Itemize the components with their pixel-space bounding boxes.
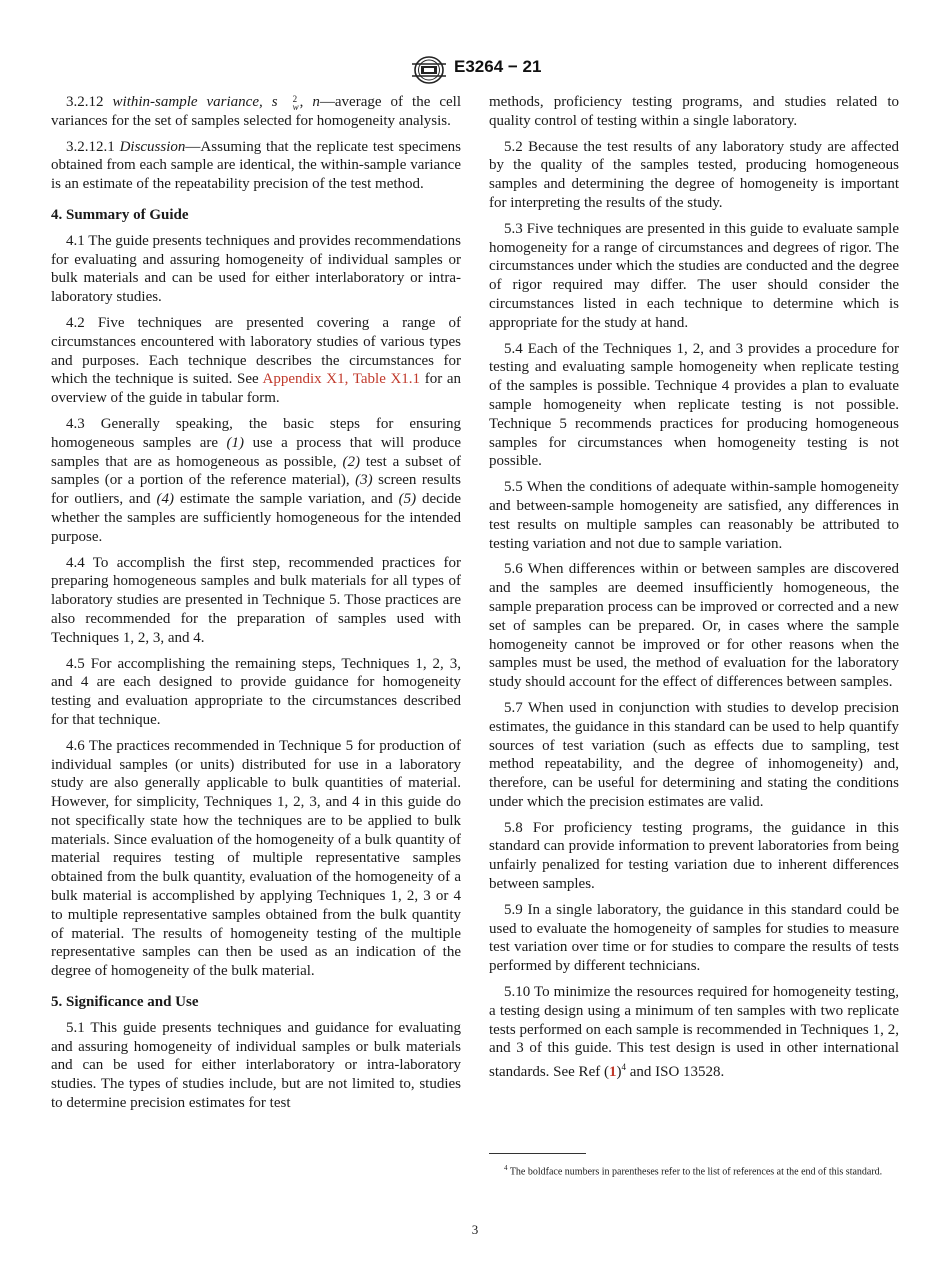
paragraph-5-2: 5.2 Because the test results of any laboratory study are affected by the quality of the samples tested, producing homogeneous samples and determining the degree of homogeneity is important for interpreting the results of the study. [489,138,899,211]
footnote-divider [489,1153,586,1154]
paragraph-4-1: 4.1 The guide presents techniques and provides recommendations for evaluating and assuring homogeneity of individual samples or bulk materials and can be used for either interlaboratory or intra-laboratory studies. [51,232,461,306]
paragraph-4-4: 4.4 To accomplish the first step, recommended practices for preparing homogeneous samples and bulk materials for all types of laboratory studies are presented in Technique 5. Those practices are also recommended for the preparation of samples used with Techniques 1, 2, 3, and 4. [51,554,461,646]
paragraph-4-5: 4.5 For accomplishing the remaining steps, Techniques 1, 2, 3, and 4 are each designed to provide guidance for homogeneity testing and evaluation appropriate to the circumstances described for that technique. [51,655,461,728]
left-column [51,93,461,1120]
paragraph-3-2-12: 3.2.12 within-sample variance, s 2 w , n—average of the cell variances for the set of samples selected for homogeneity analysis. [51,93,462,129]
document-id: E3264 − 21 [454,57,542,76]
paragraph-5-3: 5.3 Five techniques are presented in this guide to evaluate sample homogeneity for a range of circumstances and degrees of rigor. The circumstances under which the studies are conducted and the degree of rigor required may differ. The user should consider the circumstances listed in each technique to determine which is appropriate for the study at hand. [489,220,899,331]
paragraph-4-2: 4.2 Five techniques are presented covering a range of circumstances encountered with laboratory studies of various types and purposes. Each technique describes the circumstances for which the technique is suited. See Appendix X1, Table X1.1 for an overview of the guide in tabular form. [51,314,461,407]
page-header [0,55,950,85]
reference-1-link[interactable]: 1 [608,1064,617,1081]
paragraph-5-5: 5.5 When the conditions of adequate within-sample homogeneity and between-sample homogeneity are satisfied, any differences in test results on multiple samples can reasonably be attributed to testing variation and not due to sample variation. [489,479,899,552]
paragraph-3-2-12-1: 3.2.12.1 Discussion—Assuming that the replicate test specimens obtained from each sample are identical, the within-sample variance is an estimate of the repeatability precision of the test method. [51,138,462,193]
paragraph-5-6: 5.6 When differences within or between samples are discovered and the samples are deemed insufficiently homogeneous, the sample preparation process can be improved or corrected and a new set of samples can be prepared. Or, in cases where the sample homogeneity cannot be improved or for other reasons when the samples must be used, the method of evaluation for the laboratory study should account for the effect of differences between samples. [489,561,899,691]
paragraph-5-9: 5.9 In a single laboratory, the guidance in this standard could be used to evaluate the homogeneity of samples for studies to measure test variation over time or for studies to compare the results of tests performed by different technicians. [489,901,899,975]
page-number: 3 [471,1222,479,1237]
right-column [489,93,899,1089]
paragraph-5-4: 5.4 Each of the Techniques 1, 2, and 3 provides a procedure for testing and evaluating sample homogeneity when replicate testing of the samples is possible. Technique 4 provides a plan to evaluate sample homogeneity when replicate testing is not possible. Technique 5 recommends practices for producing homogeneous samples for circumstances when homogeneity testing is not possible. [489,340,899,470]
paragraph-4-3: 4.3 Generally speaking, the basic steps for ensuring homogeneous samples are (1) use a process that will produce samples that are as homogeneous as possible, (2) test a subset of samples (or a portion of the reference material), (3) screen results for outliers, and (4) estimate the sample variation, and (5) decide whether the samples are sufficiently homogeneous for the intended purpose. [51,415,462,545]
paragraph-5-7: 5.7 When used in conjunction with studies to develop precision estimates, the guidance in this standard can be used to help quantify sources of test variation (such as effects due to sampling, test method repeatability, and the degree of inhomogeneity) and, therefore, can be useful for determining and stating the conditions under which the precision estimates are valid. [489,699,899,810]
section-4-heading: 4. Summary of Guide [51,206,189,223]
paragraph-5-1: 5.1 This guide presents techniques and guidance for evaluating and assuring homogeneity of individual samples or bulk materials and can be used for either interlaboratory or intra-laboratory studies. The types of studies include, but are not limited to, studies to determine precision estimates for test [51,1019,461,1112]
paragraph-5-1-continued: methods, proficiency testing programs, and studies related to quality control of testing within a single laboratory. [489,94,899,129]
appendix-x1-link[interactable]: Appendix X1, Table X1.1 [262,371,421,388]
section-5-heading: 5. Significance and Use [51,994,199,1011]
paragraph-5-10: 5.10 To minimize the resources required for homogeneity testing, a testing design using a minimum of ten samples with two replicate tests performed on each sample is recommended in Techniques 1, 2, and 3 of this guide. This test design is used in other international standards. See Ref $(1)^4$ and ISO 13528. [489,984,899,1081]
paragraph-5-8: 5.8 For proficiency testing programs, the guidance in this standard can provide information to prevent laboratories from being unfairly penalized for testing variation due to inherent differences between samples. [489,819,899,893]
astm-logo-icon [409,56,449,84]
footnote: $^4$ The boldface numbers in parentheses refer to the list of references at the end of this standard. [504,1164,883,1178]
paragraph-4-6: 4.6 The practices recommended in Technique 5 for production of individual samples (or units) distributed for use in a laboratory study are also generally applicable to bulk quantities of material. However, for simplicity, Techniques 1, 2, 3, and 4 in this guide do not specifically state how the techniques are to be applied to bulk materials. Since evaluation of the homogeneity of a bulk quantity of material requires testing of multiple representative samples obtained from the bulk quantity, evaluation of the homogeneity of a bulk material is accomplished by applying Techniques 1, 2, 3 or 4 to multiple representative samples obtained from the bulk quantity of material. The results of homogeneity testing of the multiple representative samples can then be used as an indication of the degree of homogeneity of the bulk material. [51,737,461,980]
